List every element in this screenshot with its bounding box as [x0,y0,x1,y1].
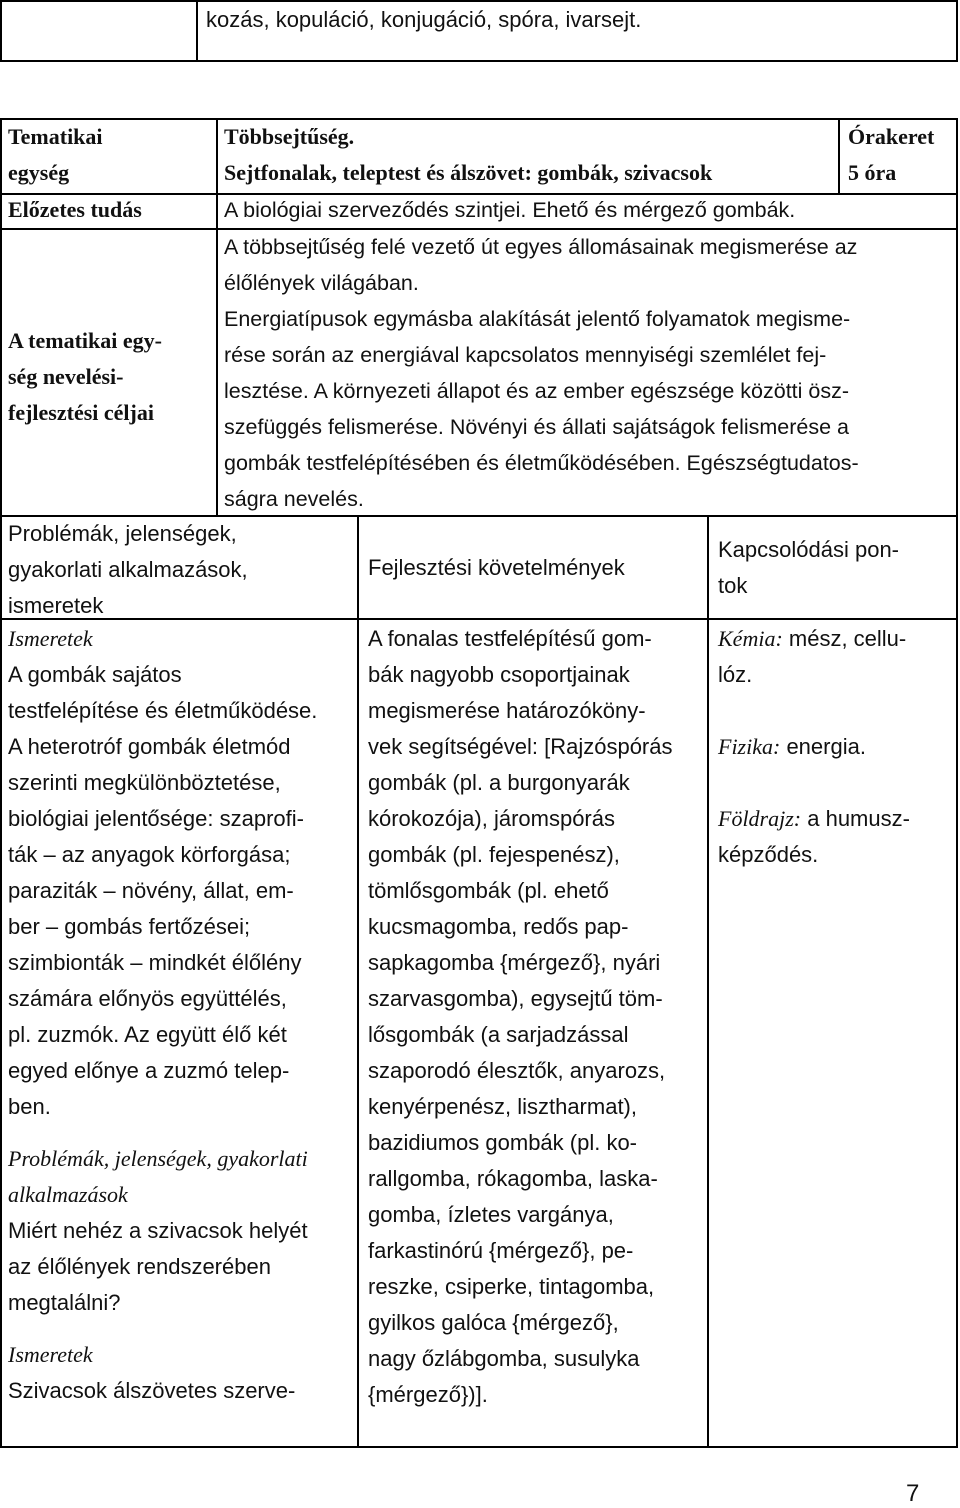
goals-label-line: fejlesztési céljai [8,400,154,425]
foldrajz-text: a humusz- [801,806,910,831]
unit-title [224,119,712,191]
goals-label-line: A tematikai egy- [8,328,162,353]
ismeretek-line: számára előnyös együttélés, [8,986,287,1011]
goals-line: élőlények világában. [224,271,419,295]
prior-label: Előzetes tudás [8,197,142,222]
col2-line: kenyérpenész, lisztharmat), [368,1094,637,1119]
col2-line: tömlősgombák (pl. ehető [368,878,609,903]
col1-content [8,621,317,1409]
col2-line: megismerése határozóköny- [368,698,646,723]
prior-text: A biológiai szerveződés szintjei. Ehető és mérgező gombák. [224,198,796,222]
top-table-border-bottom [0,60,958,62]
hours-cell [848,119,934,191]
fizika-line [718,729,910,765]
col2-line: szaporodó élesztők, anyarozs, [368,1058,666,1083]
ismeretek-line: szerinti megkülönböztetése, [8,770,281,795]
foldrajz-label: Földrajz: [718,806,802,831]
problems-line: Miért nehéz a szivacsok helyét [8,1218,308,1243]
goals-text [224,229,859,517]
ismeretek-line: ben. [8,1094,51,1119]
ismeretek2-line: Szivacsok álszövetes szerve- [8,1378,296,1403]
col2-line: szarvasgomba), egysejtű töm- [368,986,663,1011]
label-column-divider [216,118,218,516]
col2-line: kucsmagomba, redős pap- [368,914,629,939]
col2-line: {mérgező})]. [368,1382,488,1407]
problems-label-line: Problémák, jelenségek, gyakorlati [8,1146,308,1171]
page-number: 7 [906,1480,920,1507]
problems-line: megtalálni? [8,1290,121,1315]
col2-line: kórokozója), járomspórás [368,806,615,831]
fizika-text: energia. [780,734,866,759]
main-table-border-bottom [0,1446,958,1448]
header-col2: Fejlesztési követelmények [368,555,625,580]
col3-content [718,621,910,873]
col2-line: rallgomba, rókagomba, laska- [368,1166,658,1191]
goals-line: A többsejtűség felé vezető út egyes állomásainak megismerése az [224,235,858,259]
unit-label-line: Tematikai [8,124,103,149]
header-col3 [718,532,899,604]
header-col3-line: tok [718,573,748,598]
hours-column-divider [838,118,840,194]
ismeretek-line: A gombák sajátos [8,662,182,687]
hours-label: Órakeret [848,124,935,149]
goals-line: rése során az energiával kapcsolatos mennyiségi szemlélet fej- [224,343,827,367]
col2-line: gyilkos galóca {mérgező}, [368,1310,619,1335]
kemia-label: Kémia: [718,626,783,651]
main-table-border-right [956,118,958,1448]
col2-line: bák nagyobb csoportjainak [368,662,630,687]
col2-line: gomba, ízletes vargánya, [368,1202,614,1227]
header-col3-line: Kapcsolódási pon- [718,537,900,562]
ismeretek-line: testfelépítése és életműködése. [8,698,318,723]
col2-line: farkastinórú {mérgező}, pe- [368,1238,634,1263]
ismeretek-line: ber – gombás fertőzései; [8,914,251,939]
ismeretek-line: ták – az anyagok körforgása; [8,842,291,867]
problems-label-line: alkalmazások [8,1182,128,1207]
col2-line: gombák (pl. fejespenész), [368,842,620,867]
goals-line: szefüggés felismerése. Növényi és állati sajátságok felismerése a [224,415,849,439]
unit-label [8,119,103,191]
ismeretek-line: egyed előnye a zuzmó telep- [8,1058,290,1083]
hours-value: 5 óra [848,160,897,185]
col2-line: gombák (pl. a burgonyarák [368,770,630,795]
header-col1-line: ismeretek [8,593,104,618]
goals-line: Energiatípusok egymásba alakítását jelentő folyamatok megisme- [224,307,851,331]
col2-line: A fonalas testfelépítésű gom- [368,626,652,651]
goals-line: lesztése. A környezeti állapot és az ember egészsége közötti ösz- [224,379,850,403]
main-table-border-left [0,118,2,1448]
top-row-text: kozás, kopuláció, konjugáció, spóra, ivarsejt. [206,7,642,32]
top-table-border-right [956,0,958,62]
unit-title-line: Többsejtűség. [224,124,355,149]
col2-line: vek segítségével: [Rajzóspórás [368,734,673,759]
unit-label-line: egység [8,160,70,185]
col-divider-1 [357,515,359,1448]
goals-line: gombák testfelépítésében és életműködésében. Egészségtudatos- [224,451,859,475]
col2-line: sapkagomba {mérgező}, nyári [368,950,661,975]
foldrajz-line [718,801,910,837]
ismeretek-line: paraziták – növény, állat, em- [8,878,294,903]
col2-line: bazidiumos gombák (pl. ko- [368,1130,638,1155]
top-table-border-left [0,0,2,62]
top-table-divider [196,0,198,62]
kemia-line [718,621,910,657]
ismeretek-line: biológiai jelentősége: szaprofi- [8,806,304,831]
ismeretek-label: Ismeretek [8,626,93,651]
fizika-label: Fizika: [718,734,781,759]
col2-line: lősgombák (a sarjadzással [368,1022,629,1047]
col2-line: nagy őzlábgomba, susulyka [368,1346,640,1371]
ismeretek-line: pl. zuzmók. Az együtt élő két [8,1022,287,1047]
header-col1 [8,516,248,624]
col2-line: reszke, csiperke, tintagomba, [368,1274,655,1299]
header-col1-line: Problémák, jelenségek, [8,521,237,546]
kemia-text: mész, cellu- [782,626,907,651]
ismeretek-line: szimbionták – mindkét élőlény [8,950,302,975]
goals-line: ságra nevelés. [224,487,364,511]
goals-label-line: ség nevelési- [8,364,124,389]
unit-title-line: Sejtfonalak, teleptest és álszövet: gombák, szivacsok [224,160,713,185]
ismeretek-line: A heterotróf gombák életmód [8,734,291,759]
ismeretek2-label: Ismeretek [8,1342,93,1367]
foldrajz-text-cont: képződés. [718,842,819,867]
col2-content [368,621,673,1413]
header-col1-line: gyakorlati alkalmazások, [8,557,248,582]
col-divider-2 [707,515,709,1448]
goals-label [8,323,162,431]
kemia-text-cont: lóz. [718,662,753,687]
problems-line: az élőlények rendszerében [8,1254,271,1279]
